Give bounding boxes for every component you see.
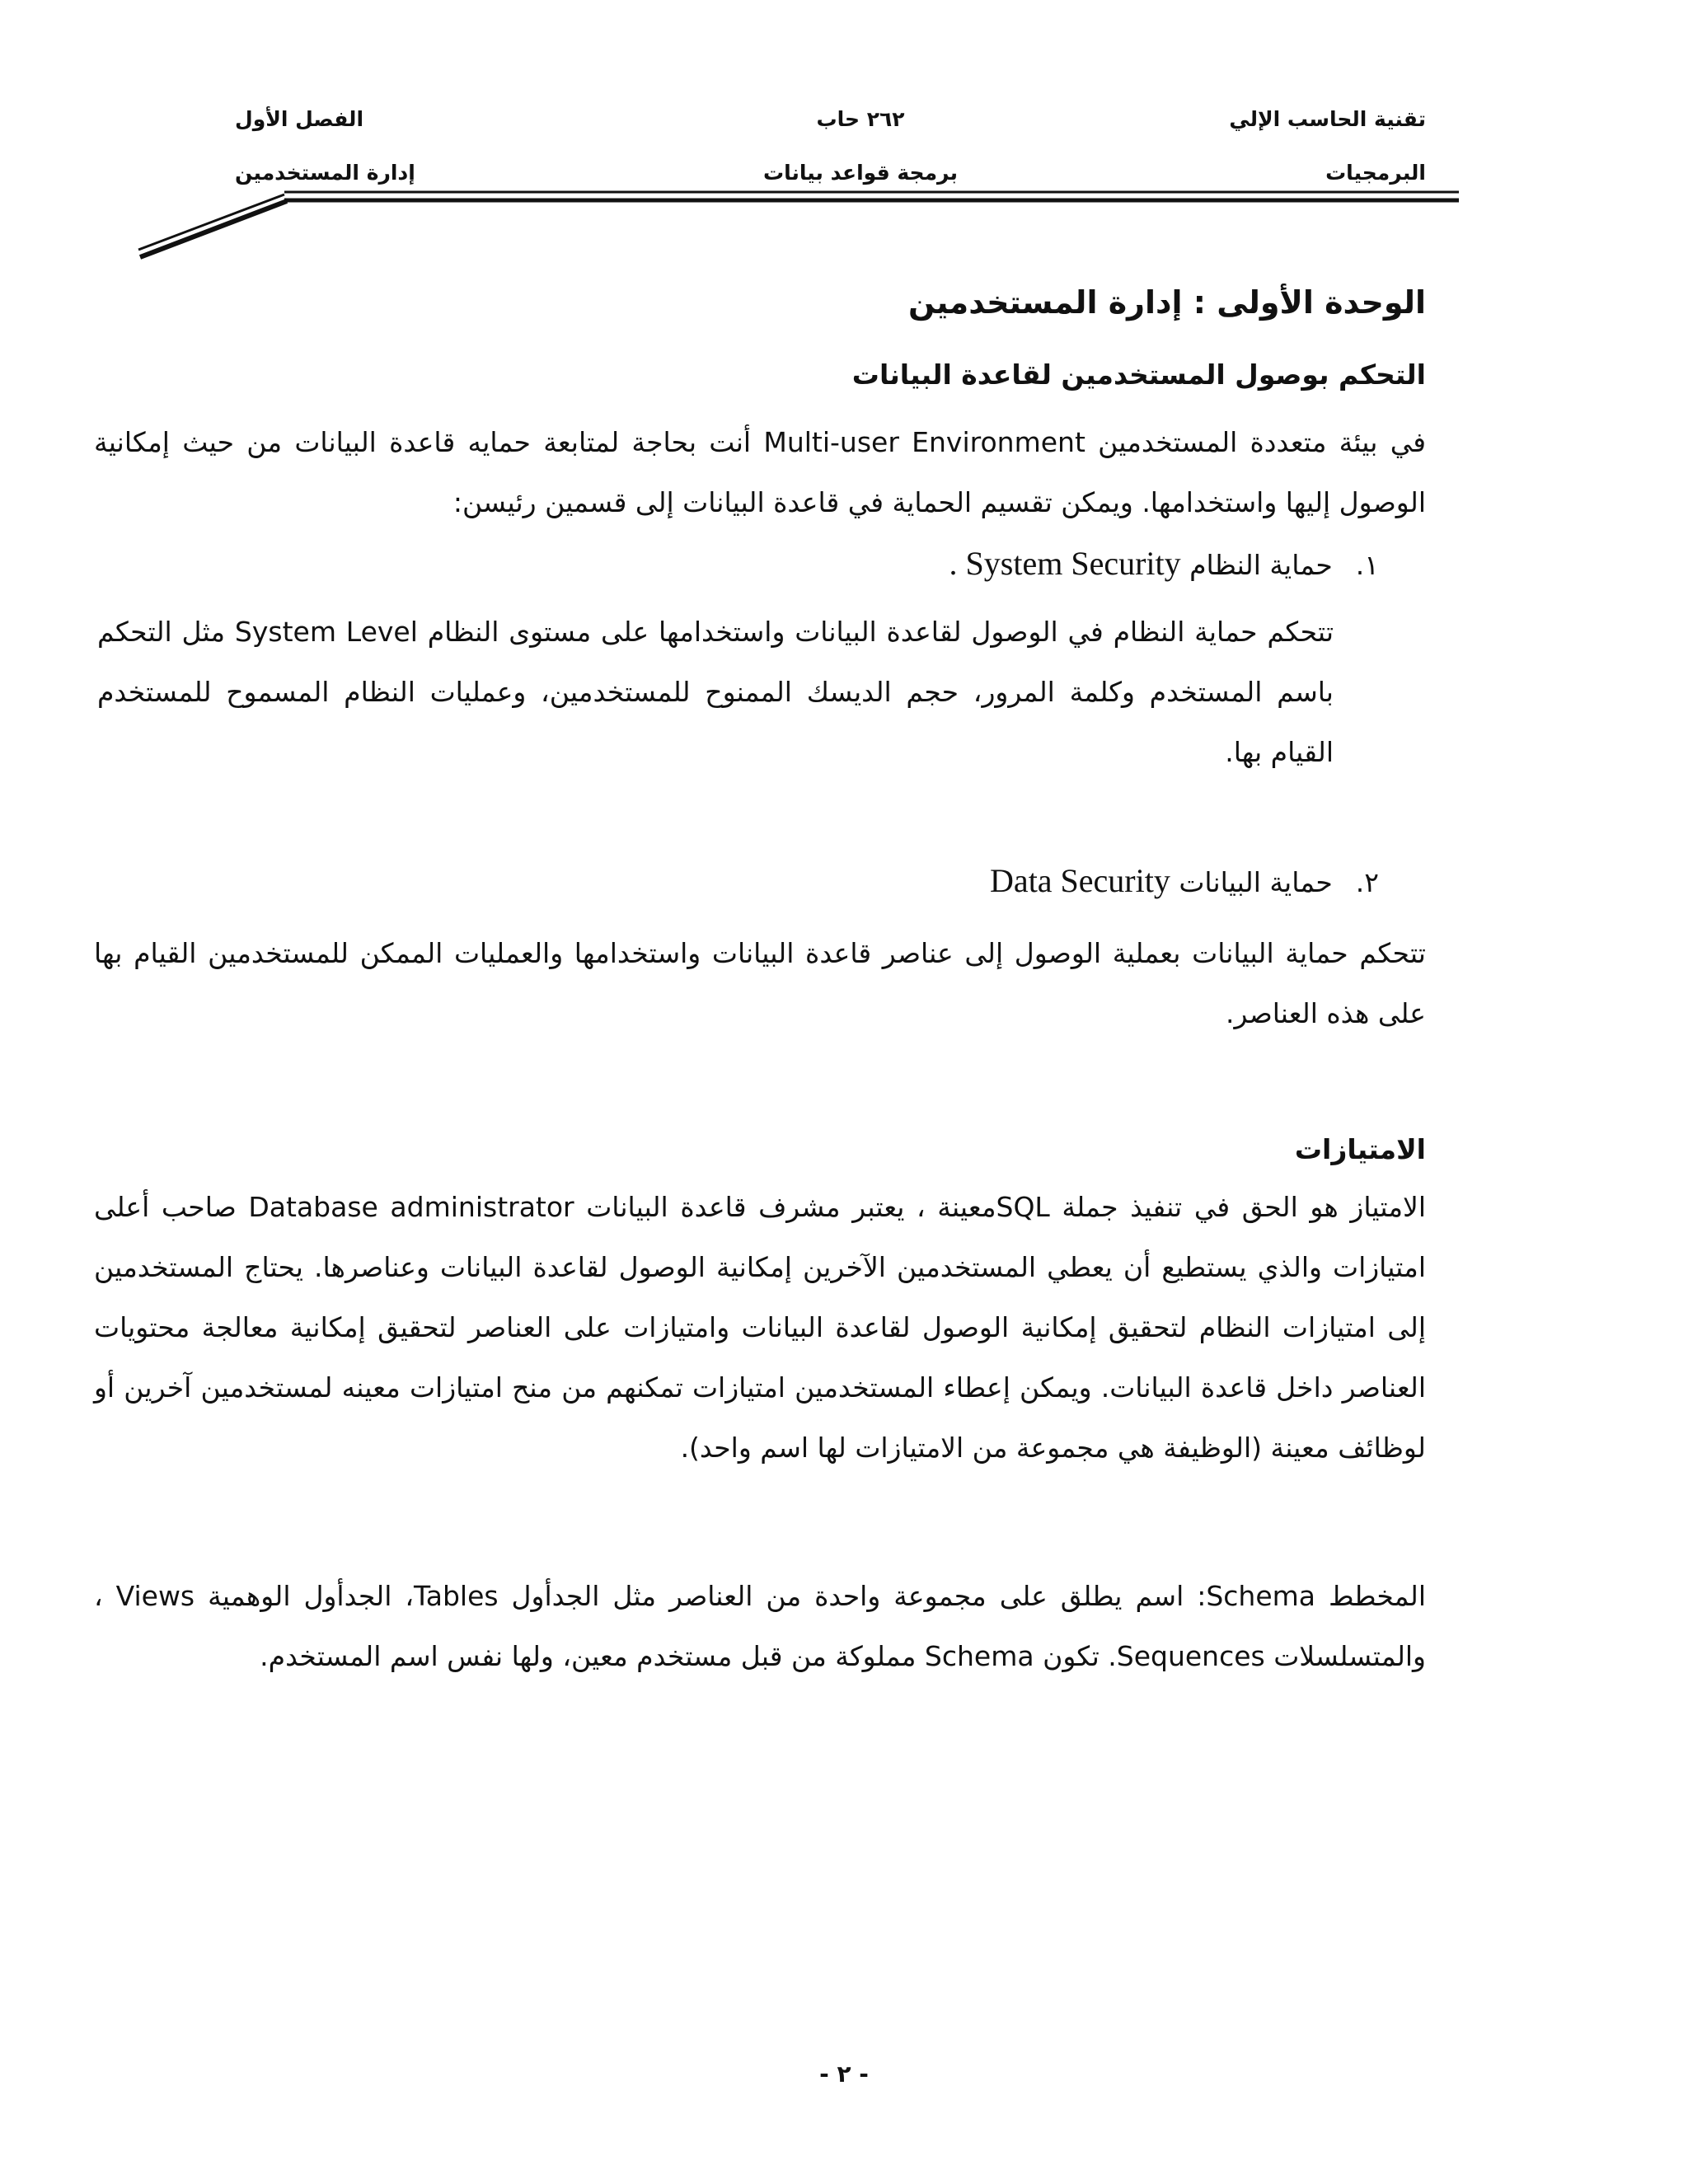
header-rule-diagonal-thick	[140, 201, 287, 257]
list-item-data-security	[990, 861, 1379, 900]
header-course-code: ٢٦٢ حاب	[816, 107, 905, 131]
system-security-description: تتحكم حماية النظام في الوصول لقاعدة البيانات واستخدامها على مستوى النظام System Level مثل التحكم باسم المستخدم وكلمة المرور، حجم الديسك الممنوح للمستخدمين، وعمليات النظام المسموح للمستخدم القيام بها.	[97, 616, 1334, 768]
header-chapter-title: إدارة المستخدمين	[235, 161, 415, 185]
list-item-label-en: Data Security	[990, 862, 1170, 899]
list-item-label: حماية البيانات	[1179, 866, 1333, 898]
list-item-label-en: System Security .	[949, 545, 1181, 582]
header-specialization: البرمجيات	[1325, 161, 1426, 185]
header-chapter: الفصل الأول	[235, 107, 364, 131]
schema-paragraph: المخطط Schema: اسم يطلق على مجموعة واحدة من العناصر مثل الجدأول Tables، الجدأول الوهمية Views ، والمتسلسلات Sequences. تكون Schema مملوكة من قبل مستخدم معين، ولها نفس اسم المستخدم.	[94, 1580, 1426, 1672]
unit-title: الوحدة الأولى : إدارة المستخدمين	[907, 284, 1426, 321]
privileges-paragraph: الامتياز هو الحق في تنفيذ جملة SQLمعينة ، يعتبر مشرف قاعدة البيانات Database administrator صاحب أعلى امتيازات والذي يستطيع أن يعطي المستخدمين الآخرين إمكانية الوصول لقاعدة البيانات وعناصرها. يحتاج المستخدمين إلى امتيازات النظام لتحقيق إمكانية الوصول لقاعدة البيانات وامتيازات على العناصر لتحقيق إمكانية معالجة محتويات العناصر داخل قاعدة البيانات. ويمكن إعطاء المستخدمين امتيازات تمكنهم من منح امتيازات معينه لمستخدمين آخرين أو لوظائف معينة (الوظيفة هي مجموعة من الامتيازات لها اسم واحد).	[94, 1191, 1426, 1464]
header-rule	[0, 0, 1688, 272]
section-access-control-title: التحكم بوصول المستخدمين لقاعدة البيانات	[851, 359, 1426, 391]
data-security-description: تتحكم حماية البيانات بعملية الوصول إلى عناصر قاعدة البيانات واستخدامها والعمليات الممكن للمستخدمين القيام بها على هذه العناصر.	[94, 937, 1426, 1029]
list-item-number: ١.	[1355, 549, 1379, 581]
section-privileges-title: الامتيازات	[1294, 1133, 1426, 1165]
header-rule-diagonal-thin	[138, 194, 284, 250]
page-number: - ٢ -	[819, 2060, 869, 2088]
section-access-control-intro: في بيئة متعددة المستخدمين Multi-user Environment أنت بحاجة لمتابعة حمايه قاعدة البيانات من حيث إمكانية الوصول إليها واستخدامها. ويمكن تقسيم الحماية في قاعدة البيانات إلى قسمين رئيسن:	[94, 426, 1426, 518]
list-item-number: ٢.	[1355, 866, 1379, 898]
header-department: تقنية الحاسب الإلي	[1229, 107, 1426, 131]
header-course-name: برمجة قواعد بيانات	[762, 161, 958, 185]
list-item-system-security	[950, 544, 1379, 583]
list-item-label: حماية النظام	[1189, 549, 1333, 581]
